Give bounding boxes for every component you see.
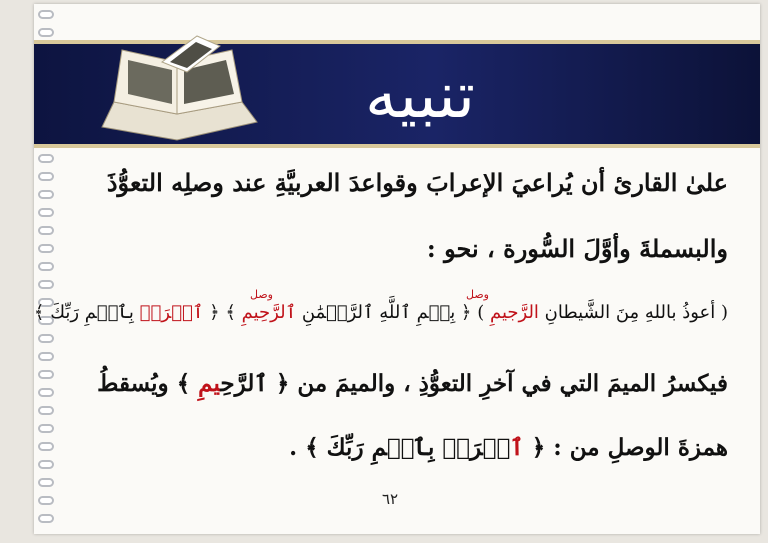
example-basmala-close: ﴾: [225, 302, 242, 323]
spiral-ring: [38, 10, 54, 19]
line5-quote-highlight: ٱ: [510, 434, 524, 461]
line5-quote-open: ﴿: [523, 434, 546, 461]
spiral-ring: [38, 352, 54, 361]
spiral-ring: [38, 280, 54, 289]
line4-end: ويُسقطُ: [97, 370, 177, 397]
example-basmala-highlight: ٱلرَّحِيمِ: [241, 302, 297, 323]
spiral-ring: [38, 262, 54, 271]
wasl-annotation-1: وصل: [466, 288, 489, 301]
example-istiadha-highlight: الرَّجيمِ: [489, 302, 539, 323]
text-line-3-examples: [33, 302, 728, 323]
spiral-ring: [38, 442, 54, 451]
line4-quote-highlight: يمِ: [198, 370, 221, 397]
spiral-ring: [38, 370, 54, 379]
spiral-ring: [38, 460, 54, 469]
spiral-ring: [38, 28, 54, 37]
text-line-5: [70, 434, 728, 461]
spiral-ring: [38, 334, 54, 343]
example-surah-open: ﴿: [203, 302, 226, 323]
spiral-ring: [38, 208, 54, 217]
text-line-1: علىٰ القارئ أن يُراعيَ الإعرابَ وقواعدَ العربيَّةِ عند وصلِه التعوُّذَ: [106, 168, 728, 197]
spiral-ring: [38, 424, 54, 433]
line5-text: همزةَ الوصلِ من :: [545, 434, 728, 461]
example-basmala-open: ﴿ بِسۡمِ ٱللَّهِ ٱلرَّحۡمَٰنِ: [296, 302, 478, 323]
line5-end: .: [289, 434, 306, 461]
spiral-ring: [38, 172, 54, 181]
line4-quote-close: ﴾: [176, 370, 199, 397]
spiral-ring: [38, 190, 54, 199]
example-surah-highlight: ٱقۡرَأۡ: [139, 302, 204, 323]
example-surah-close: بِٱسۡمِ رَبِّكَ ﴾: [33, 302, 140, 323]
spiral-ring: [38, 388, 54, 397]
example-istiadha-close: ): [477, 302, 490, 323]
text-line-2: والبسملةَ وأوَّلَ السُّورة ، نحو :: [426, 234, 728, 263]
line5-quote-close: قۡرَأۡ بِٱسۡمِ رَبِّكَ ﴾: [305, 434, 511, 461]
wasl-annotation-2: وصل: [250, 288, 273, 301]
spiral-ring: [38, 514, 54, 523]
open-book-icon: [92, 32, 262, 152]
spiral-ring: [38, 244, 54, 253]
spiral-ring: [38, 406, 54, 415]
example-istiadha-open: ( أعوذُ باللهِ مِنَ الشَّيطانِ: [538, 302, 728, 323]
spiral-ring: [38, 154, 54, 163]
line4-quote-open: ﴿ ٱلرَّحِ: [220, 370, 290, 397]
spiral-ring: [38, 496, 54, 505]
spiral-ring: [38, 226, 54, 235]
line4-text: فيكسرُ الميمَ التي في آخرِ التعوُّذِ ، والميمَ من: [289, 370, 728, 397]
text-line-4: [70, 370, 728, 397]
spiral-ring: [38, 478, 54, 487]
page-number: ٦٢: [381, 490, 399, 508]
banner-title: تنبيه: [364, 59, 476, 133]
